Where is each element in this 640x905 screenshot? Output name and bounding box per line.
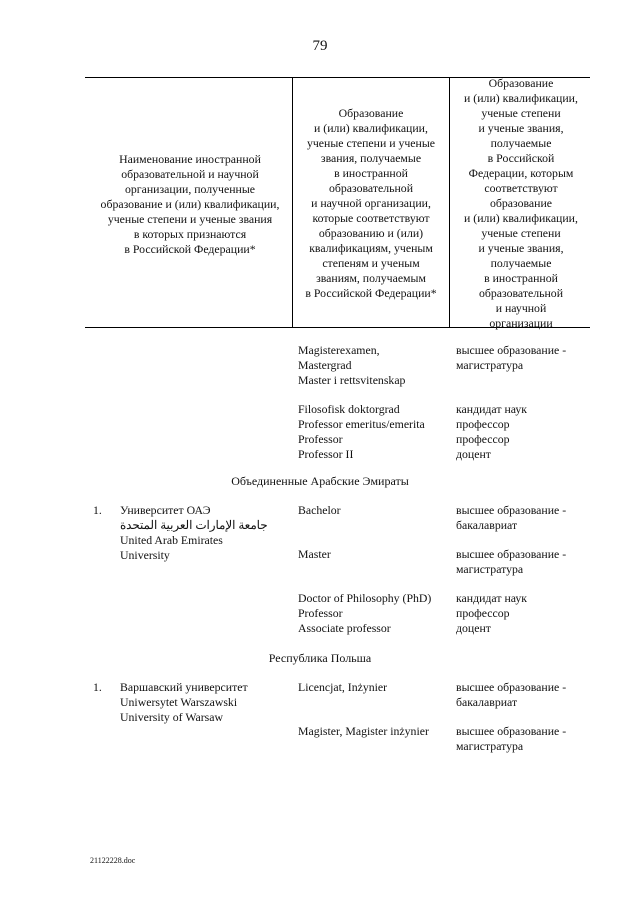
column-divider-1 <box>292 77 293 327</box>
country-heading-poland: Республика Польша <box>268 651 372 665</box>
poland-foreign-licencjat: Licencjat, Inżynier <box>298 680 388 694</box>
page-number: 79 <box>312 38 328 54</box>
header-col-russian-qualification: Образование и (или) квалификации, ученые степени и ученые звания, получаемые в Российской Федерации, которым соответствуют образование и (или) квалификации, ученые степени и ученые звания, получаемые в иностранной образовательной и научной организации <box>464 76 578 330</box>
header-col-foreign-qualification: Образование и (или) квалификации, ученые степени и ученые звания, получаемые в иностранной образовательной и научной организации, которые соответствуют образованию и (или) квалификациям, ученым степеням и ученым званиям, получаемым в Российской Федерации* <box>305 106 437 300</box>
footer-filename: 21122228.doc <box>90 856 136 865</box>
header-col-organization: Наименование иностранной образовательной и научной организации, полученные образование и (или) квалификации, ученые степени и ученые звания в которых признаются в Российской Федерации* <box>100 152 280 256</box>
column-divider-2 <box>449 77 450 327</box>
uae-russian-bachelor: высшее образование - бакалавриат <box>456 503 567 532</box>
continued-foreign-2: Filosofisk doktorgrad Professor emeritus/emerita Professor Professor II <box>298 402 425 461</box>
poland-organization: Варшавский университет Uniwersytet Warszawski University of Warsaw <box>120 680 248 724</box>
continued-russian-2: кандидат наук профессор профессор доцент <box>456 402 528 461</box>
uae-russian-master: высшее образование - магистратура <box>456 547 567 576</box>
poland-row-number: 1. <box>93 680 102 694</box>
continued-russian-1: высшее образование - магистратура <box>456 343 567 372</box>
uae-russian-doctorate: кандидат наук профессор доцент <box>456 591 528 635</box>
uae-organization: Университет ОАЭ جامعة الإمارات العربية المتحدة United Arab Emirates University <box>120 503 268 562</box>
poland-russian-magister: высшее образование - магистратура <box>456 724 567 753</box>
continued-foreign-1: Magisterexamen, Mastergrad Master i rettsvitenskap <box>298 343 406 387</box>
uae-foreign-doctorate: Doctor of Philosophy (PhD) Professor Associate professor <box>298 591 432 635</box>
poland-russian-licencjat: высшее образование - бакалавриат <box>456 680 567 709</box>
uae-foreign-bachelor: Bachelor <box>298 503 341 517</box>
uae-foreign-master: Master <box>298 547 331 561</box>
poland-foreign-magister: Magister, Magister inżynier <box>298 724 429 738</box>
country-heading-uae: Объединенные Арабские Эмираты <box>231 474 409 488</box>
uae-row-number: 1. <box>93 503 102 517</box>
